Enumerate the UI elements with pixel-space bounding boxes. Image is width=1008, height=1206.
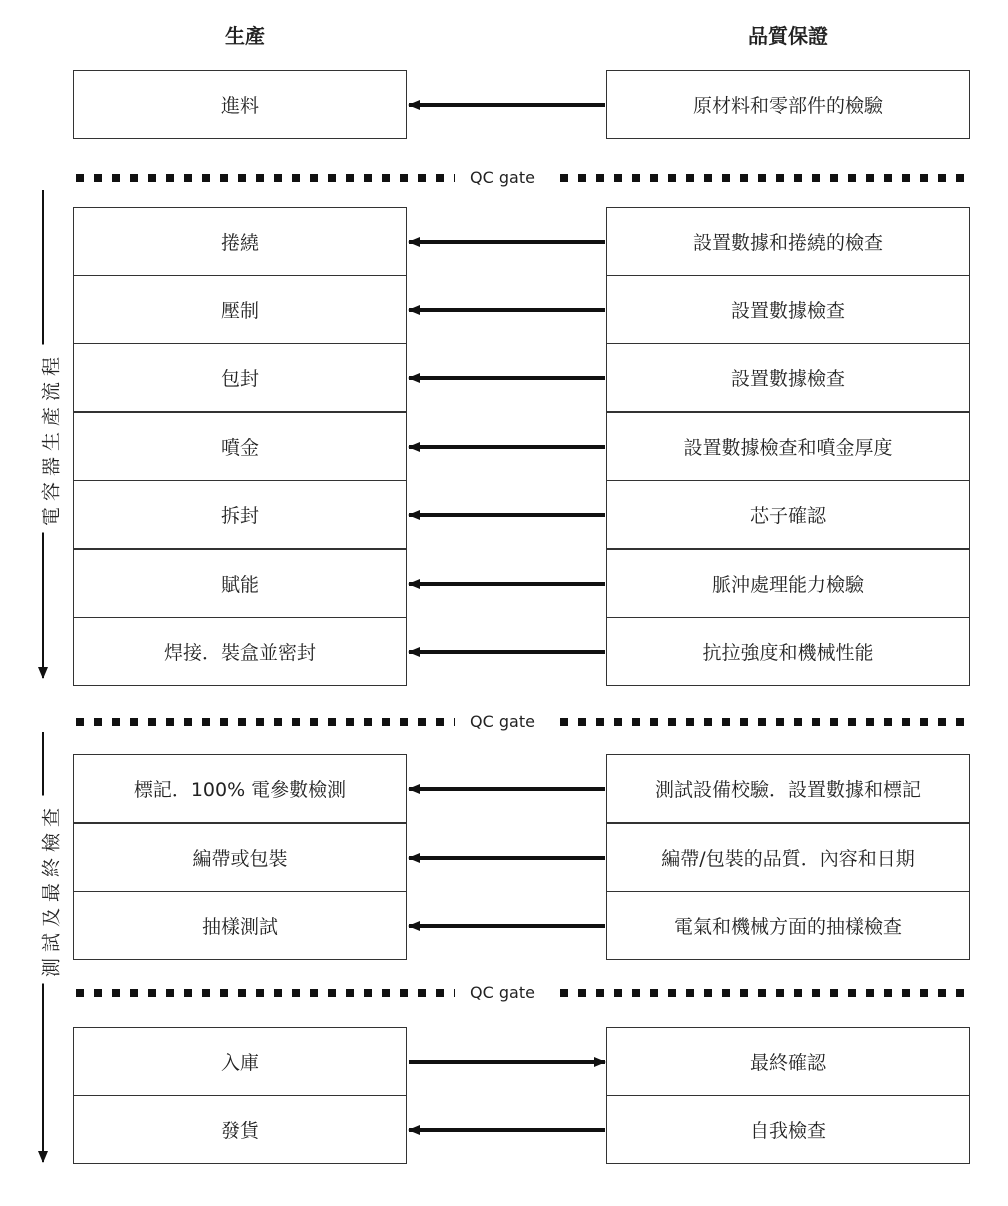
production-box-8: 標記．100% 電參數檢測 (73, 754, 407, 823)
production-box-7: 焊接．裝盒並密封 (73, 617, 407, 686)
qa-box-6: 脈沖處理能力檢驗 (606, 549, 970, 618)
production-box-4: 噴金 (73, 412, 407, 481)
qa-box-12: 自我檢查 (606, 1095, 970, 1164)
qa-box-11: 最終確認 (606, 1027, 970, 1096)
production-box-1: 捲繞 (73, 207, 407, 276)
qa-box-8: 測試設備校驗．設置數據和標記 (606, 754, 970, 823)
qc-gate-label-2: QC gate (466, 712, 539, 731)
production-box-10: 抽樣測試 (73, 891, 407, 960)
qa-box-3: 設置數據檢查 (606, 343, 970, 412)
qa-box-5: 芯子確認 (606, 480, 970, 549)
production-box-3: 包封 (73, 343, 407, 412)
test-side-label: 測試及最終檢查 (37, 796, 64, 984)
qa-box-9: 編帶/包裝的品質．內容和日期 (606, 823, 970, 892)
qa-box-10: 電氣和機械方面的抽樣檢查 (606, 891, 970, 960)
production-box-12: 發貨 (73, 1095, 407, 1164)
qa-box-1: 設置數據和捲繞的檢查 (606, 207, 970, 276)
qc-gate-label-1: QC gate (466, 168, 539, 187)
qa-box-4: 設置數據檢查和噴金厚度 (606, 412, 970, 481)
production-column-header: 生產 (225, 24, 265, 48)
production-box-2: 壓制 (73, 275, 407, 344)
qa-box-2: 設置數據檢查 (606, 275, 970, 344)
qc-gate-label-3: QC gate (466, 983, 539, 1002)
qa-box-0: 原材料和零部件的檢驗 (606, 70, 970, 139)
process-side-label: 電容器生產流程 (37, 345, 64, 533)
production-box-6: 賦能 (73, 549, 407, 618)
production-box-5: 拆封 (73, 480, 407, 549)
production-box-11: 入庫 (73, 1027, 407, 1096)
production-box-0: 進料 (73, 70, 407, 139)
qa-box-7: 抗拉強度和機械性能 (606, 617, 970, 686)
production-box-9: 編帶或包裝 (73, 823, 407, 892)
qa-column-header: 品質保證 (748, 24, 828, 48)
